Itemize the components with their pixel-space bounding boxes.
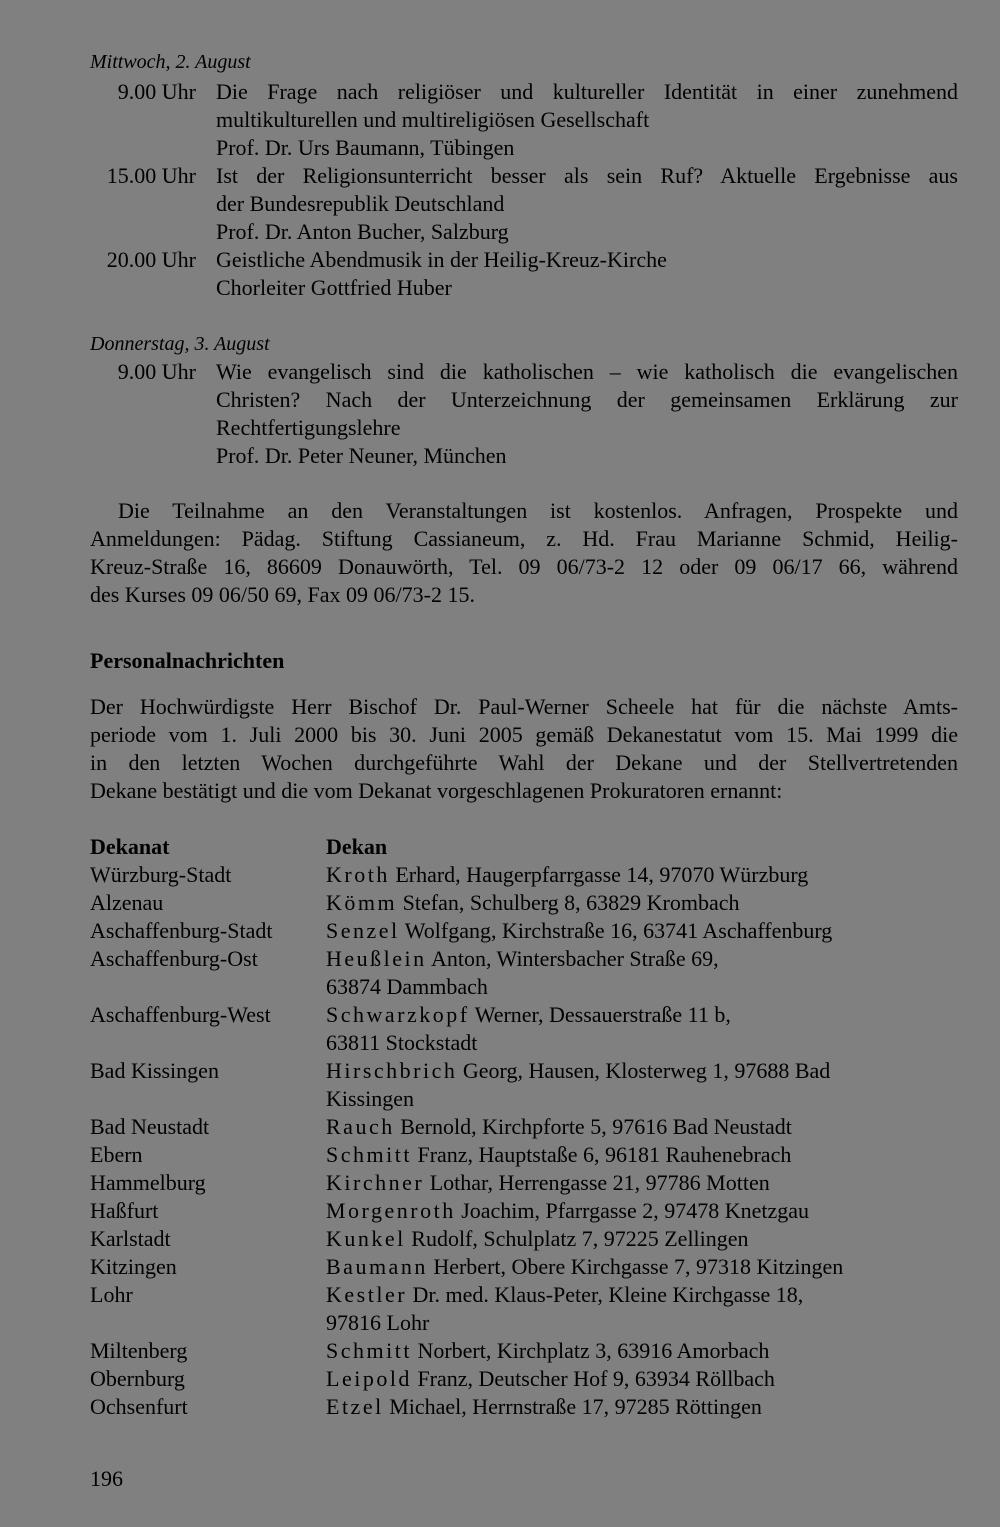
dekan-address-continued: 97816 Lohr: [326, 1310, 430, 1335]
dekan-surname: Leipold: [326, 1366, 412, 1391]
dekan-surname: Kömm: [326, 890, 398, 915]
dekanat-name: Miltenberg: [90, 1338, 188, 1363]
paragraph-line: Anmeldungen: Pädag. Stiftung Cassianeum, z. Hd. Frau Marianne Schmid, Heilig-: [90, 526, 958, 551]
dekan-entry: [326, 1141, 958, 1169]
dekan-address-continued: Kissingen: [326, 1086, 414, 1111]
dekan-address: Wolfgang, Kirchstraße 16, 63741 Aschaffenburg: [404, 918, 833, 943]
dekan-surname: Kestler: [326, 1282, 408, 1307]
dekan-address: Franz, Deutscher Hof 9, 63934 Röllbach: [417, 1366, 775, 1391]
dekan-entry: [326, 889, 958, 917]
column-header-dekanat: Dekanat: [90, 834, 170, 859]
dekan-line: [326, 1365, 958, 1393]
dekan-surname: Hirschbrich: [326, 1058, 458, 1083]
paragraph-line: Dekane bestätigt und die vom Dekanat vorgeschlagenen Prokuratoren ernannt:: [90, 778, 783, 803]
event-line: Christen? Nach der Unterzeichnung der gemeinsamen Erklärung zur: [216, 387, 958, 412]
table-row: [90, 1393, 958, 1421]
dekan-address: Norbert, Kirchplatz 3, 63916 Amorbach: [417, 1338, 770, 1363]
dekan-line: [326, 1169, 958, 1197]
table-row: [90, 917, 958, 945]
dekan-address: Herbert, Obere Kirchgasse 7, 97318 Kitzingen: [433, 1254, 844, 1279]
table-row: [90, 861, 958, 889]
dekan-address: Anton, Wintersbacher Straße 69,: [430, 946, 719, 971]
dekanat-name: Aschaffenburg-Ost: [90, 946, 258, 971]
day-heading: Mittwoch, 2. August: [90, 51, 251, 73]
dekan-surname: Kunkel: [326, 1226, 406, 1251]
table-row: [90, 1281, 958, 1337]
dekan-line: [326, 1141, 958, 1169]
dekan-surname: Schmitt: [326, 1142, 412, 1167]
dekan-line: [326, 1281, 958, 1309]
table-row: [90, 945, 958, 1001]
dekan-line: [326, 1001, 958, 1029]
dekan-entry: [326, 1281, 958, 1337]
table-row: [90, 1113, 958, 1141]
dekan-line: [326, 1225, 958, 1253]
event-line: Wie evangelisch sind die katholischen – wie katholisch die evangelischen: [216, 359, 958, 384]
schedule-entry: [90, 78, 958, 162]
dekan-surname: Senzel: [326, 918, 400, 943]
dekan-line: [326, 1057, 958, 1085]
dekan-line: [326, 1253, 958, 1281]
dekan-address-continued: 63874 Dammbach: [326, 974, 488, 999]
paragraph-line: Kreuz-Straße 16, 86609 Donauwörth, Tel. 09 06/73-2 12 oder 09 06/17 66, während: [90, 554, 958, 579]
dekan-entry: [326, 945, 958, 1001]
table-row: [90, 1225, 958, 1253]
dekan-address: Georg, Hausen, Klosterweg 1, 97688 Bad: [462, 1058, 831, 1083]
table-row: [90, 1365, 958, 1393]
section-title: Personalnachrichten: [90, 648, 285, 673]
dekan-entry: [326, 1365, 958, 1393]
event-time: 20.00 Uhr: [106, 247, 196, 272]
dekan-entry: [326, 1225, 958, 1253]
table-row: [90, 1253, 958, 1281]
dekan-address: Lothar, Herrengasse 21, 97786 Motten: [429, 1170, 770, 1195]
event-description: [216, 358, 958, 470]
table-row: [90, 1057, 958, 1113]
event-line: der Bundesrepublik Deutschland: [216, 191, 505, 216]
schedule-entry: [90, 358, 958, 470]
table-row: [90, 1197, 958, 1225]
dekanat-name: Bad Neustadt: [90, 1114, 210, 1139]
dekan-entry: [326, 1393, 958, 1421]
event-line: multikulturellen und multireligiösen Gesellschaft: [216, 107, 650, 132]
dekan-line: [326, 1197, 958, 1225]
event-speaker: Prof. Dr. Peter Neuner, München: [216, 443, 507, 468]
dekanat-name: Bad Kissingen: [90, 1058, 219, 1083]
dekanat-name: Hammelburg: [90, 1170, 206, 1195]
dekan-line: [326, 1393, 958, 1421]
event-line: Die Frage nach religiöser und kultureller Identität in einer zunehmend: [216, 79, 958, 104]
event-time: 9.00 Uhr: [117, 79, 196, 104]
dekanat-name: Alzenau: [90, 890, 164, 915]
dekanat-table: [90, 833, 958, 1421]
dekan-entry: [326, 1337, 958, 1365]
info-paragraph: [90, 497, 958, 609]
event-description: [216, 246, 958, 302]
dekan-surname: Schwarzkopf: [326, 1002, 470, 1027]
event-time: 15.00 Uhr: [106, 163, 196, 188]
event-speaker: Chorleiter Gottfried Huber: [216, 275, 452, 300]
paragraph-line: des Kurses 09 06/50 69, Fax 09 06/73-2 15.: [90, 582, 475, 607]
dekan-surname: Heußlein: [326, 946, 427, 971]
paragraph-line: Der Hochwürdigste Herr Bischof Dr. Paul-Werner Scheele hat für die nächste Amts-: [90, 694, 958, 719]
dekanat-name: Obernburg: [90, 1366, 185, 1391]
event-speaker: Prof. Dr. Urs Baumann, Tübingen: [216, 135, 515, 160]
day-heading: Donnerstag, 3. August: [90, 333, 270, 355]
dekan-address: Bernold, Kirchpforte 5, 97616 Bad Neustadt: [400, 1114, 792, 1139]
dekan-entry: [326, 917, 958, 945]
dekan-address: Joachim, Pfarrgasse 2, 97478 Knetzgau: [461, 1198, 810, 1223]
table-row: [90, 889, 958, 917]
table-row: [90, 1337, 958, 1365]
dekan-surname: Etzel: [326, 1394, 384, 1419]
dekan-entry: [326, 861, 958, 889]
dekan-line: [326, 861, 958, 889]
dekan-surname: Kroth: [326, 862, 390, 887]
dekan-line: [326, 917, 958, 945]
event-description: [216, 78, 958, 162]
dekanat-name: Haßfurt: [90, 1198, 159, 1223]
dekan-entry: [326, 1113, 958, 1141]
dekanat-name: Karlstadt: [90, 1226, 171, 1251]
dekan-surname: Morgenroth: [326, 1198, 456, 1223]
dekan-address: Rudolf, Schulplatz 7, 97225 Zellingen: [411, 1226, 749, 1251]
dekanat-name: Ochsenfurt: [90, 1394, 188, 1419]
dekan-address: Michael, Herrnstraße 17, 97285 Röttingen: [389, 1394, 762, 1419]
dekan-address: Dr. med. Klaus-Peter, Kleine Kirchgasse 18,: [412, 1282, 804, 1307]
table-header: [90, 833, 958, 861]
event-speaker: Prof. Dr. Anton Bucher, Salzburg: [216, 219, 509, 244]
schedule-entry: [90, 246, 958, 302]
dekanat-name: Lohr: [90, 1282, 133, 1307]
dekanat-name: Kitzingen: [90, 1254, 177, 1279]
dekan-entry: [326, 1197, 958, 1225]
dekan-line: [326, 945, 958, 973]
dekan-address: Werner, Dessauerstraße 11 b,: [474, 1002, 731, 1027]
personal-paragraph: [90, 693, 958, 805]
dekan-line: [326, 1113, 958, 1141]
dekan-surname: Schmitt: [326, 1338, 412, 1363]
column-header-dekan: Dekan: [326, 834, 388, 859]
dekanat-name: Ebern: [90, 1142, 143, 1167]
paragraph-line: in den letzten Wochen durchgeführte Wahl der Dekane und der Stellvertretenden: [90, 750, 958, 775]
table-row: [90, 1169, 958, 1197]
dekan-address: Franz, Hauptstaße 6, 96181 Rauhenebrach: [417, 1142, 792, 1167]
event-line: Rechtfertigungslehre: [216, 415, 401, 440]
dekan-line: [326, 1337, 958, 1365]
dekanat-name: Aschaffenburg-Stadt: [90, 918, 273, 943]
dekanat-name: Würzburg-Stadt: [90, 862, 232, 887]
event-line: Geistliche Abendmusik in der Heilig-Kreuz-Kirche: [216, 247, 667, 272]
dekan-entry: [326, 1253, 958, 1281]
paragraph-line: periode vom 1. Juli 2000 bis 30. Juni 2005 gemäß Dekanestatut vom 15. Mai 1999 die: [90, 722, 958, 747]
dekan-address: Stefan, Schulberg 8, 63829 Krombach: [402, 890, 740, 915]
paragraph-line: Die Teilnahme an den Veranstaltungen ist kostenlos. Anfragen, Prospekte und: [118, 498, 958, 523]
table-row: [90, 1001, 958, 1057]
schedule-entry: [90, 162, 958, 246]
dekan-address: Erhard, Haugerpfarrgasse 14, 97070 Würzburg: [395, 862, 809, 887]
event-time: 9.00 Uhr: [117, 359, 196, 384]
page-number: 196: [90, 1466, 123, 1491]
dekan-entry: [326, 1001, 958, 1057]
event-line: Ist der Religionsunterricht besser als sein Ruf? Aktuelle Ergebnisse aus: [216, 163, 958, 188]
dekan-line: [326, 889, 958, 917]
event-description: [216, 162, 958, 246]
dekan-surname: Rauch: [326, 1114, 395, 1139]
dekan-surname: Baumann: [326, 1254, 428, 1279]
dekan-surname: Kirchner: [326, 1170, 425, 1195]
table-row: [90, 1141, 958, 1169]
dekan-address-continued: 63811 Stockstadt: [326, 1030, 478, 1055]
dekan-entry: [326, 1057, 958, 1113]
dekan-entry: [326, 1169, 958, 1197]
dekanat-name: Aschaffenburg-West: [90, 1002, 271, 1027]
